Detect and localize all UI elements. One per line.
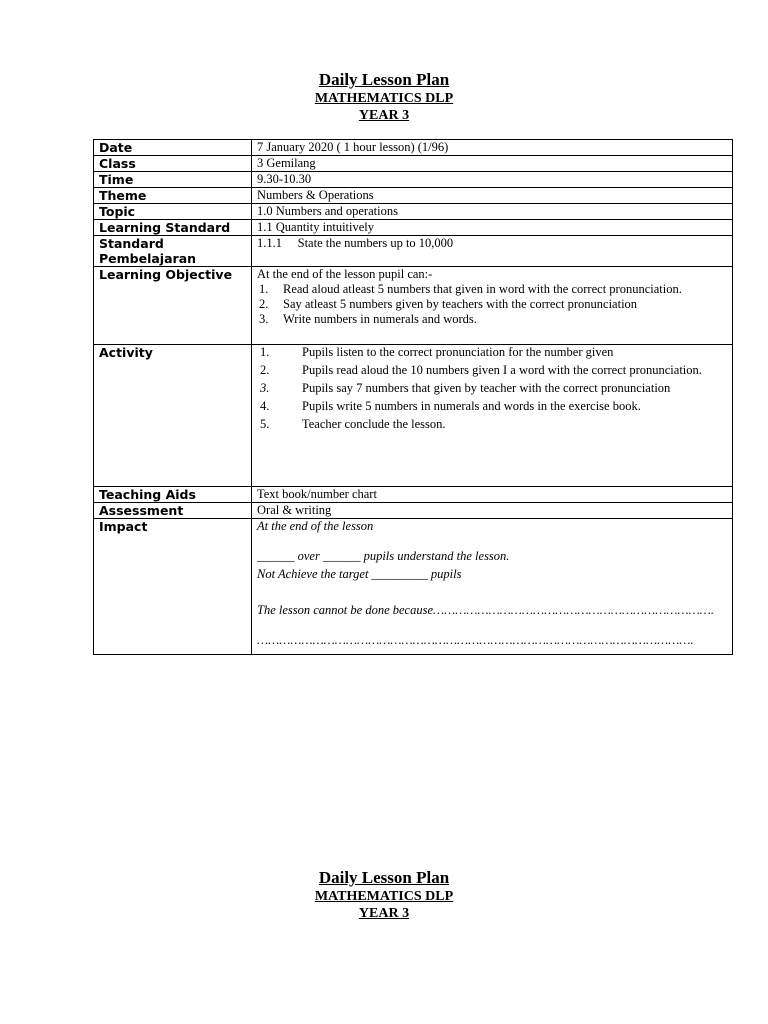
lo-item-number: 1. bbox=[259, 282, 269, 296]
standard-pembelajaran-value bbox=[252, 236, 733, 267]
impact-line: At the end of the lesson bbox=[257, 519, 374, 533]
page-header bbox=[0, 70, 768, 124]
doc-title: Daily Lesson Plan bbox=[318, 70, 450, 89]
impact-line: The lesson cannot be done because…………………………………………………………………. bbox=[257, 603, 714, 617]
page-header-2 bbox=[0, 868, 768, 922]
teaching-aids-value: Text book/number chart bbox=[252, 487, 733, 503]
activity-label: Activity bbox=[94, 345, 252, 487]
activity-item-number: 5. bbox=[260, 417, 270, 431]
activity-item-text: Teacher conclude the lesson. bbox=[302, 417, 446, 431]
activity-item bbox=[257, 417, 727, 432]
activity-item bbox=[257, 381, 727, 396]
date-label: Date bbox=[94, 140, 252, 156]
assessment-label: Assessment bbox=[94, 503, 252, 519]
learning-standard-label: Learning Standard bbox=[94, 220, 252, 236]
doc-year: YEAR 3 bbox=[358, 108, 410, 123]
lo-item-number: 3. bbox=[259, 312, 269, 326]
activity-item bbox=[257, 345, 727, 360]
impact-line: Not Achieve the target _________ pupils bbox=[257, 567, 462, 581]
lo-item-number: 2. bbox=[259, 297, 269, 311]
sp-number: 1.1.1 bbox=[257, 236, 282, 250]
assessment-value: Oral & writing bbox=[252, 503, 733, 519]
topic-value: 1.0 Numbers and operations bbox=[252, 204, 733, 220]
row-learning-standard bbox=[94, 220, 733, 236]
row-teaching-aids bbox=[94, 487, 733, 503]
impact-value bbox=[252, 519, 733, 655]
learning-standard-value: 1.1 Quantity intuitively bbox=[252, 220, 733, 236]
row-assessment bbox=[94, 503, 733, 519]
activity-item bbox=[257, 363, 727, 378]
impact-line: ______ over ______ pupils understand the lesson. bbox=[257, 549, 510, 563]
theme-value: Numbers & Operations bbox=[252, 188, 733, 204]
activity-value bbox=[252, 345, 733, 487]
activity-item bbox=[257, 399, 727, 414]
row-learning-objective bbox=[94, 267, 733, 345]
activity-item-number: 1. bbox=[260, 345, 270, 359]
doc-subject: MATHEMATICS DLP bbox=[314, 91, 454, 106]
lo-item bbox=[257, 297, 727, 312]
lo-item-text: Write numbers in numerals and words. bbox=[283, 312, 477, 326]
row-theme bbox=[94, 188, 733, 204]
activity-item-text: Pupils write 5 numbers in numerals and words in the exercise book. bbox=[302, 399, 641, 413]
row-date bbox=[94, 140, 733, 156]
teaching-aids-label: Teaching Aids bbox=[94, 487, 252, 503]
theme-label: Theme bbox=[94, 188, 252, 204]
row-standard-pembelajaran bbox=[94, 236, 733, 267]
class-label: Class bbox=[94, 156, 252, 172]
row-class bbox=[94, 156, 733, 172]
row-time bbox=[94, 172, 733, 188]
lo-item-text: Read aloud atleast 5 numbers that given in word with the correct pronunciation. bbox=[283, 282, 682, 296]
doc-year: YEAR 3 bbox=[358, 906, 410, 921]
doc-subject: MATHEMATICS DLP bbox=[314, 889, 454, 904]
lo-item bbox=[257, 282, 727, 297]
date-value: 7 January 2020 ( 1 hour lesson) (1/96) bbox=[252, 140, 733, 156]
standard-pembelajaran-label: Standard Pembelajaran bbox=[94, 236, 252, 267]
lesson-plan-table bbox=[93, 139, 733, 655]
learning-objective-value bbox=[252, 267, 733, 345]
activity-item-number: 4. bbox=[260, 399, 270, 413]
row-activity bbox=[94, 345, 733, 487]
activity-item-number: 2. bbox=[260, 363, 270, 377]
sp-text: State the numbers up to 10,000 bbox=[297, 236, 454, 250]
row-impact bbox=[94, 519, 733, 655]
lo-item-text: Say atleast 5 numbers given by teachers with the correct pronunciation bbox=[283, 297, 638, 311]
time-value: 9.30-10.30 bbox=[252, 172, 733, 188]
lo-item bbox=[257, 312, 727, 327]
time-label: Time bbox=[94, 172, 252, 188]
activity-item-number: 3. bbox=[260, 381, 270, 395]
topic-label: Topic bbox=[94, 204, 252, 220]
impact-line: ………………………………………………………………………………………………………. bbox=[257, 633, 694, 647]
activity-item-text: Pupils listen to the correct pronunciation for the number given bbox=[302, 345, 614, 359]
activity-item-text: Pupils say 7 numbers that given by teacher with the correct pronunciation bbox=[302, 381, 671, 395]
row-topic bbox=[94, 204, 733, 220]
class-value: 3 Gemilang bbox=[252, 156, 733, 172]
impact-label: Impact bbox=[94, 519, 252, 655]
lo-intro: At the end of the lesson pupil can:- bbox=[257, 267, 433, 281]
doc-title: Daily Lesson Plan bbox=[318, 868, 450, 887]
activity-item-text: Pupils read aloud the 10 numbers given I a word with the correct pronunciation. bbox=[302, 363, 702, 377]
learning-objective-label: Learning Objective bbox=[94, 267, 252, 345]
